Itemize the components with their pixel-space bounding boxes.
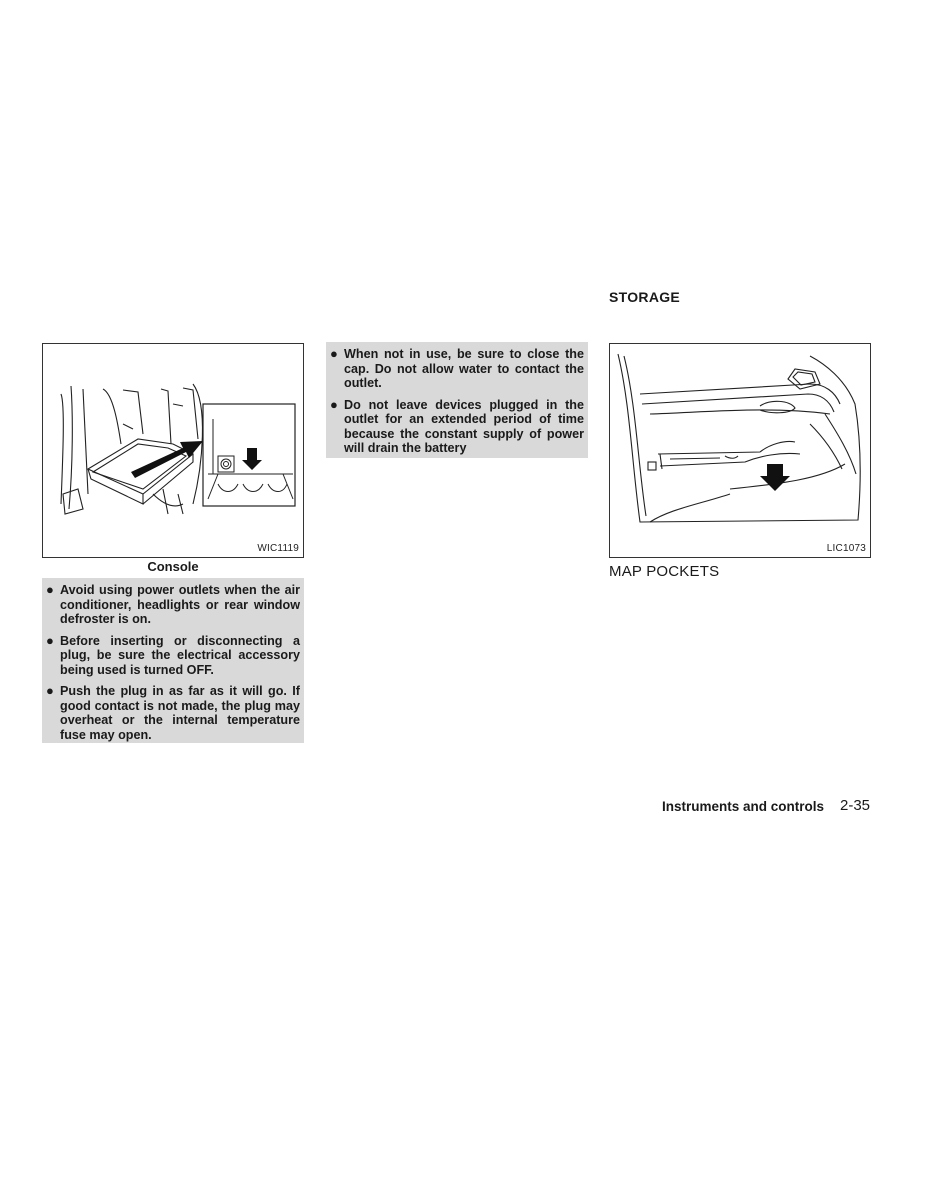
door-illustration bbox=[610, 344, 870, 557]
caution-text: When not in use, be sure to close the cap. Do not allow water to contact the outlet. bbox=[344, 347, 584, 390]
console-figure-code: WIC1119 bbox=[257, 543, 299, 554]
caution-item bbox=[330, 347, 584, 391]
caution-box-left bbox=[42, 578, 304, 743]
bullet-icon: ● bbox=[330, 346, 338, 361]
caution-text: Push the plug in as far as it will go. If good contact is not made, the plug may overheat or the internal temperature fuse may open. bbox=[60, 684, 300, 742]
console-figure bbox=[42, 343, 304, 558]
map-pockets-figure bbox=[609, 343, 871, 558]
map-pockets-figure-code: LIC1073 bbox=[826, 543, 866, 554]
console-illustration bbox=[43, 344, 303, 557]
bullet-icon: ● bbox=[46, 683, 54, 698]
caution-text: Do not leave devices plugged in the outlet for an extended period of time because the constant supply of power will drain the battery bbox=[344, 397, 584, 455]
bullet-icon: ● bbox=[330, 396, 338, 412]
bullet-icon: ● bbox=[46, 632, 54, 648]
page-number: 2-35 bbox=[840, 797, 871, 814]
console-caption: Console bbox=[147, 559, 199, 574]
caution-box-middle bbox=[326, 342, 588, 458]
caution-item bbox=[330, 398, 584, 456]
map-pockets-heading: MAP POCKETS bbox=[609, 563, 720, 580]
caution-item bbox=[46, 583, 300, 627]
storage-heading: STORAGE bbox=[609, 289, 681, 305]
caution-text: Avoid using power outlets when the air conditioner, headlights or rear window defroster is on. bbox=[60, 583, 300, 626]
footer-section-title: Instruments and controls bbox=[662, 799, 825, 814]
caution-text: Before inserting or disconnecting a plug, be sure the electrical accessory being used is turned OFF. bbox=[60, 633, 300, 677]
caution-item bbox=[46, 634, 300, 678]
caution-item bbox=[46, 684, 300, 742]
bullet-icon: ● bbox=[46, 582, 54, 597]
